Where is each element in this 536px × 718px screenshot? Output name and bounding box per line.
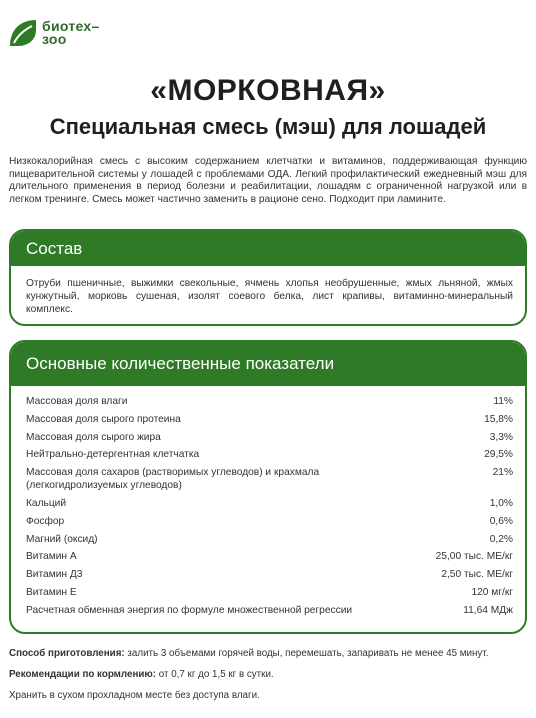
indicator-row — [26, 448, 513, 461]
preparation-text: залить 3 объемами горячей воды, перемешать, запаривать не менее 45 минут. — [124, 648, 489, 659]
indicator-value: 15,8% — [484, 413, 513, 425]
indicator-name: Массовая доля влаги — [26, 396, 128, 407]
preparation-label: Способ приготовления: — [9, 648, 125, 659]
brand-line-1: биотех– — [42, 18, 100, 34]
indicator-row — [26, 515, 513, 528]
indicator-row — [26, 586, 513, 599]
indicator-name: Массовая доля сахаров (растворимых углеводов) и крахмала (легкогидролизуемых углеводов) — [26, 467, 320, 492]
indicator-name: Магний (оксид) — [26, 533, 98, 545]
page-subtitle: Специальная смесь (мэш) для лошадей — [49, 114, 487, 139]
brand-line-2: зоо — [42, 31, 67, 47]
composition-text: Отруби пшеничные, выжимки свекольные, ячмень хлопья необрушенные, жмых льняной, жмых кунжутный, морковь сушеная, изолят соевого белка, лист крапивы, витаминно-минеральный комплекс. — [26, 278, 513, 315]
indicator-name: Витамин А — [26, 551, 77, 563]
indicators-heading: Основные количественные показатели — [11, 342, 525, 386]
indicator-row — [26, 604, 513, 617]
indicator-value: 21% — [492, 467, 513, 479]
feeding-note — [9, 669, 527, 681]
brand-name — [42, 20, 100, 46]
indicator-value: 2,50 тыс. МЕ/кг — [441, 569, 513, 581]
indicator-row — [26, 466, 513, 492]
indicator-value: 1,0% — [489, 497, 513, 509]
indicator-row — [26, 431, 513, 444]
brand-logo — [8, 18, 100, 48]
indicator-value: 0,6% — [489, 515, 513, 527]
indicator-row — [26, 533, 513, 546]
intro-paragraph: Низкокалорийная смесь с высоким содержанием клетчатки и витаминов, поддерживающая функцию пищеварительной системы у лошадей с проблемами ОДА. Легкий профилактический ежедневный мэш для длительного применения в период болезни и реабилитации, лошадям с ограниченной нагрузкой или в легком тренинге. Смесь может частично заменить в рационе сено. Подходит при ламините. — [9, 156, 527, 205]
indicator-row — [26, 550, 513, 563]
indicator-name: Расчетная обменная энергия по формуле множественной регрессии — [26, 604, 353, 616]
indicator-name: Витамин Е — [26, 586, 77, 598]
indicator-value: 120 мг/кг — [471, 586, 513, 598]
preparation-note — [9, 648, 527, 660]
indicator-row — [26, 497, 513, 510]
feeding-label: Рекомендации по кормлению: — [9, 669, 157, 680]
page-title: «МОРКОВНАЯ» — [150, 74, 386, 107]
feeding-text: от 0,7 кг до 1,5 кг в сутки. — [156, 669, 274, 680]
indicator-value: 11% — [493, 396, 513, 407]
indicator-value: 25,00 тыс. МЕ/кг — [435, 551, 513, 563]
leaf-logo-icon — [8, 18, 38, 48]
indicator-value: 11,64 МДж — [463, 604, 513, 616]
indicator-name: Витамин Д3 — [26, 569, 83, 581]
indicator-name: Нейтрально-детергентная клетчатка — [26, 449, 200, 461]
indicators-card — [9, 340, 527, 634]
indicator-value: 29,5% — [484, 449, 513, 461]
indicator-row — [26, 395, 513, 408]
indicator-row — [26, 568, 513, 581]
indicators-table — [11, 386, 525, 632]
indicator-name: Фосфор — [26, 515, 65, 527]
storage-note: Хранить в сухом прохладном месте без доступа влаги. — [9, 690, 260, 701]
indicator-row — [26, 413, 513, 426]
indicator-value: 3,3% — [489, 431, 513, 443]
indicator-name: Массовая доля сырого жира — [26, 431, 161, 443]
indicator-value: 0,2% — [489, 533, 513, 545]
indicator-name: Массовая доля сырого протеина — [26, 413, 181, 425]
usage-notes — [9, 648, 527, 711]
composition-heading: Состав — [11, 231, 525, 266]
indicator-name: Кальций — [26, 497, 67, 509]
composition-card — [9, 229, 527, 326]
